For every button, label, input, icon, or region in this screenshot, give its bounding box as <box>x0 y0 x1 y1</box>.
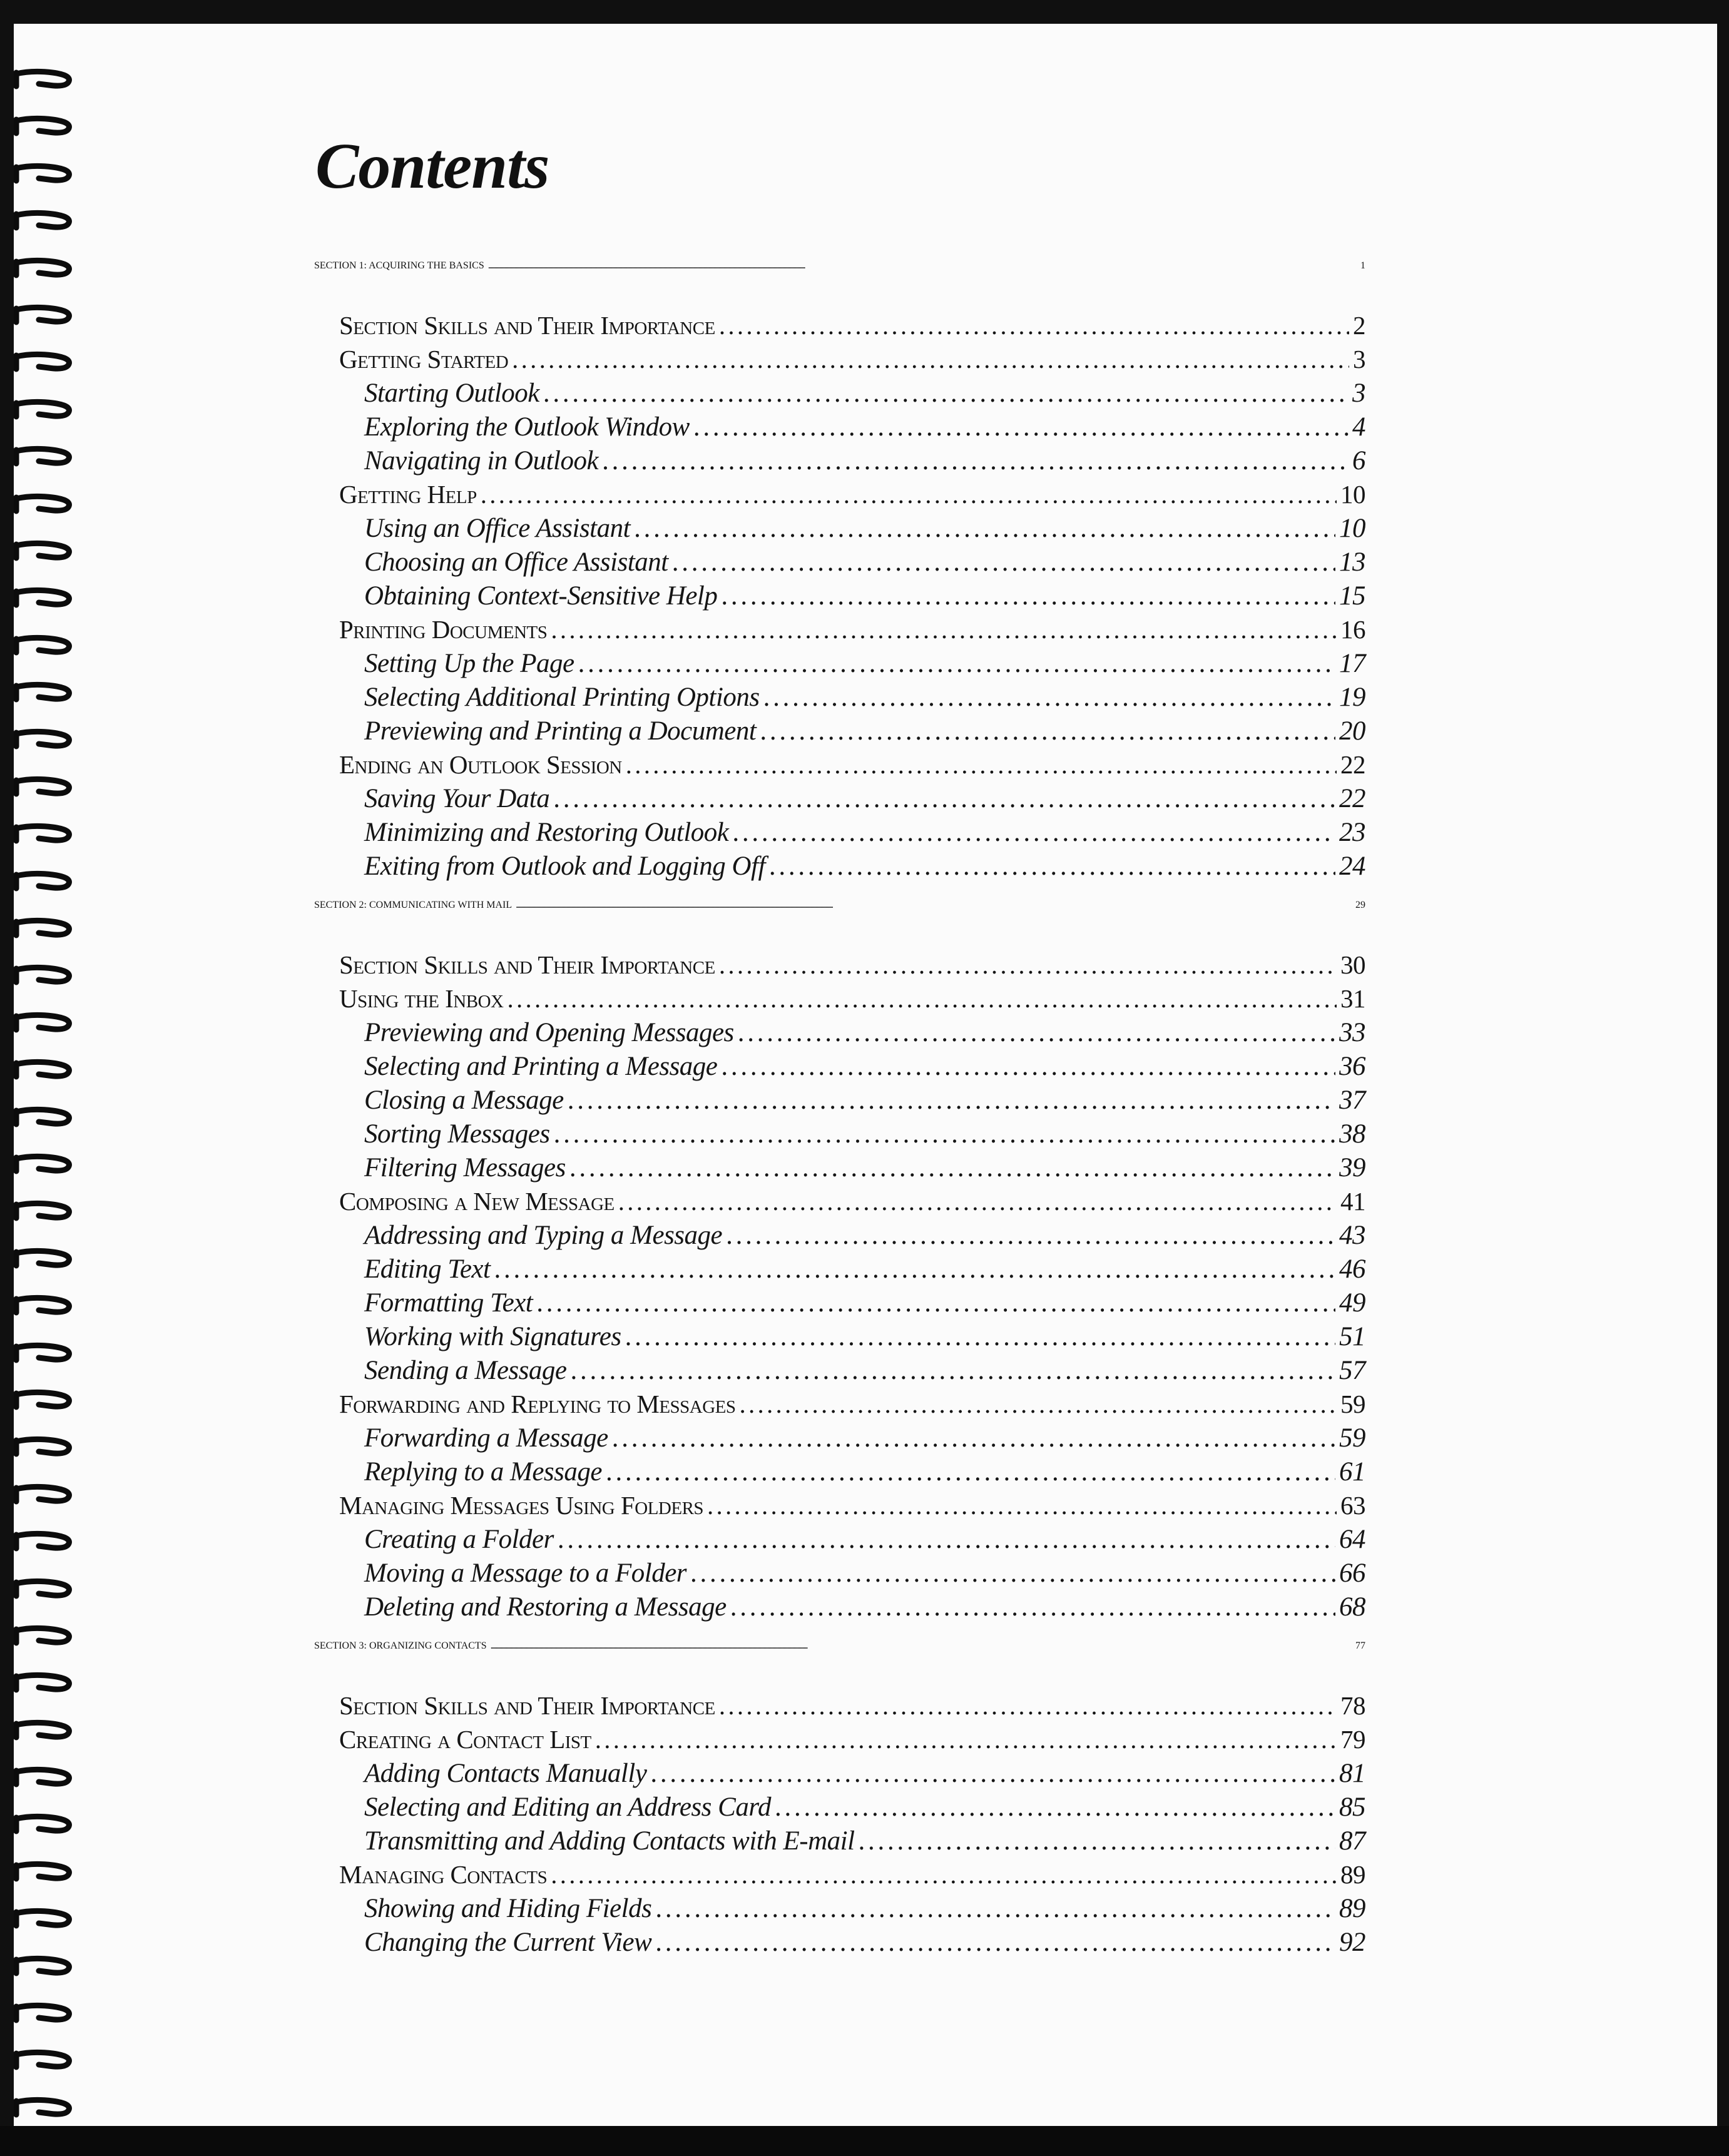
toc-entry-title: Using the Inbox <box>339 984 504 1013</box>
toc-page-number: 37 <box>1339 1086 1365 1115</box>
toc-entry-title: Selecting and Printing a Message <box>364 1052 718 1081</box>
toc-section-entry <box>314 900 1365 911</box>
toc-page-number: 59 <box>1340 1390 1365 1418</box>
dot-leader <box>775 1792 1335 1823</box>
toc-page-number: 6 <box>1352 446 1365 475</box>
toc-entry-title: Managing Messages Using Folders <box>339 1491 704 1520</box>
toc-entry-title: Choosing an Office Assistant <box>364 547 668 577</box>
dot-leader <box>690 1558 1335 1589</box>
toc-page-number: 1 <box>1360 260 1365 271</box>
toc-page-number: 61 <box>1339 1457 1365 1487</box>
dot-leader <box>693 412 1349 442</box>
toc-entry-title: Using an Office Assistant <box>364 514 631 543</box>
dot-leader <box>859 1826 1335 1856</box>
toc-entry-title: Creating a Contact List <box>339 1725 591 1754</box>
toc-entry-title: Saving Your Data <box>364 784 550 813</box>
dot-leader <box>625 1321 1335 1352</box>
toc-entry-title: SECTION 3: ORGANIZING CONTACTS <box>314 1640 487 1651</box>
toc-page-number: 22 <box>1340 750 1365 779</box>
toc-subheading-entry <box>364 1152 1365 1183</box>
toc-subheading-entry <box>364 1017 1365 1048</box>
toc-page-number: 89 <box>1339 1894 1365 1923</box>
table-of-contents <box>14 24 1717 2126</box>
toc-subheading-entry <box>364 1524 1365 1555</box>
toc-page-number: 23 <box>1339 818 1365 847</box>
toc-page-number: 79 <box>1340 1725 1365 1754</box>
toc-heading-entry <box>339 1389 1365 1419</box>
toc-page-number: 17 <box>1339 649 1365 678</box>
toc-page-number: 2 <box>1353 311 1365 340</box>
toc-page-number: 38 <box>1339 1119 1365 1149</box>
toc-heading-entry <box>339 1859 1365 1889</box>
toc-entry-title: Editing Text <box>364 1254 491 1284</box>
toc-heading-entry <box>339 614 1365 644</box>
dot-leader <box>626 750 1337 780</box>
toc-page-number: 10 <box>1339 514 1365 543</box>
toc-entry-title: Section Skills and Their Importance <box>339 311 715 340</box>
toc-subheading-entry <box>364 581 1365 611</box>
toc-subheading-entry <box>364 1321 1365 1352</box>
toc-page-number: 87 <box>1339 1826 1365 1856</box>
toc-entry-title: Adding Contacts Manually <box>364 1759 647 1788</box>
dot-leader <box>553 783 1335 814</box>
toc-subheading-entry <box>364 1220 1365 1251</box>
toc-page-number: 24 <box>1339 852 1365 881</box>
dot-leader <box>558 1524 1335 1555</box>
dot-leader <box>512 344 1349 374</box>
toc-subheading-entry <box>364 1355 1365 1386</box>
toc-entry-title: Deleting and Restoring a Message <box>364 1592 727 1622</box>
toc-entry-title: Previewing and Opening Messages <box>364 1018 734 1047</box>
toc-entry-title: Changing the Current View <box>364 1928 652 1957</box>
toc-entry-title: Sending a Message <box>364 1356 567 1385</box>
toc-entry-title: Forwarding a Message <box>364 1423 608 1453</box>
document-page <box>14 24 1717 2126</box>
toc-subheading-entry <box>364 817 1365 848</box>
toc-entry-title: Closing a Message <box>364 1086 564 1115</box>
toc-page-number: 15 <box>1339 581 1365 611</box>
toc-subheading-entry <box>364 547 1365 577</box>
toc-entry-title: Getting Help <box>339 480 477 509</box>
toc-entry-title: Forwarding and Replying to Messages <box>339 1390 736 1418</box>
dot-leader <box>602 445 1349 476</box>
dot-leader <box>707 1490 1337 1520</box>
dot-leader <box>650 1758 1335 1789</box>
dot-leader <box>494 1254 1335 1284</box>
toc-entry-title: Selecting Additional Printing Options <box>364 683 760 712</box>
dot-leader <box>738 1017 1335 1048</box>
toc-subheading-entry <box>364 1254 1365 1284</box>
dot-leader <box>568 1085 1335 1116</box>
dot-leader <box>721 1051 1335 1082</box>
dot-leader <box>488 260 1357 272</box>
toc-entry-title: Selecting and Editing an Address Card <box>364 1792 771 1822</box>
toc-page-number: 39 <box>1339 1153 1365 1182</box>
toc-page-number: 63 <box>1340 1491 1365 1520</box>
toc-page-number: 59 <box>1339 1423 1365 1453</box>
toc-page-number: 30 <box>1340 950 1365 979</box>
toc-entry-title: Minimizing and Restoring Outlook <box>364 818 729 847</box>
dot-leader <box>760 716 1335 746</box>
toc-page-number: 16 <box>1340 615 1365 644</box>
dot-leader <box>719 950 1337 980</box>
toc-page-number: 33 <box>1339 1018 1365 1047</box>
toc-page-number: 31 <box>1340 984 1365 1013</box>
toc-entry-title: Getting Started <box>339 345 509 374</box>
toc-page-number: 43 <box>1339 1221 1365 1250</box>
toc-subheading-entry <box>364 1119 1365 1149</box>
toc-page-number: 89 <box>1340 1860 1365 1889</box>
toc-page-number: 78 <box>1340 1691 1365 1720</box>
toc-page-number: 68 <box>1339 1592 1365 1622</box>
toc-entry-title: Composing a New Message <box>339 1187 615 1216</box>
toc-entry-title: Printing Documents <box>339 615 548 644</box>
toc-heading-entry <box>339 1724 1365 1754</box>
toc-heading-entry <box>339 479 1365 509</box>
dot-leader <box>481 479 1337 509</box>
toc-heading-entry <box>339 1691 1365 1721</box>
dot-leader <box>634 513 1335 544</box>
page-title: Contents <box>315 130 549 202</box>
dot-leader <box>763 682 1335 713</box>
dot-leader <box>543 378 1349 409</box>
dot-leader <box>569 1152 1335 1183</box>
toc-entry-title: SECTION 1: ACQUIRING THE BASICS <box>314 260 484 271</box>
dot-leader <box>551 614 1337 644</box>
dot-leader <box>732 817 1335 848</box>
toc-subheading-entry <box>364 783 1365 814</box>
dot-leader <box>536 1288 1335 1318</box>
dot-leader <box>672 547 1335 577</box>
toc-heading-entry <box>339 1490 1365 1520</box>
toc-entry-title: Section Skills and Their Importance <box>339 950 715 979</box>
toc-subheading-entry <box>364 1085 1365 1116</box>
dot-leader <box>719 1691 1337 1721</box>
toc-subheading-entry <box>364 1051 1365 1082</box>
toc-entry-title: Filtering Messages <box>364 1153 566 1182</box>
toc-page-number: 66 <box>1339 1559 1365 1588</box>
toc-subheading-entry <box>364 648 1365 679</box>
dot-leader <box>571 1355 1336 1386</box>
toc-heading-entry <box>339 344 1365 374</box>
dot-leader <box>618 1186 1337 1216</box>
dot-leader <box>554 1119 1335 1149</box>
toc-subheading-entry <box>364 378 1365 409</box>
dot-leader <box>516 900 1352 911</box>
toc-entry-title: Section Skills and Their Importance <box>339 1691 715 1720</box>
dot-leader <box>655 1927 1335 1958</box>
dot-leader <box>769 851 1335 882</box>
toc-page-number: 36 <box>1339 1052 1365 1081</box>
toc-subheading-entry <box>364 682 1365 713</box>
toc-section-entry <box>314 1640 1365 1652</box>
dot-leader <box>740 1389 1337 1419</box>
toc-entry-title: Navigating in Outlook <box>364 446 599 475</box>
toc-page-number: 57 <box>1339 1356 1365 1385</box>
toc-page-number: 41 <box>1340 1187 1365 1216</box>
dot-leader <box>507 984 1337 1014</box>
toc-heading-entry <box>339 750 1365 780</box>
dot-leader <box>551 1859 1337 1889</box>
toc-entry-title: Starting Outlook <box>364 379 539 408</box>
toc-entry-title: Showing and Hiding Fields <box>364 1894 652 1923</box>
dot-leader <box>491 1640 1352 1652</box>
toc-entry-title: Sorting Messages <box>364 1119 550 1149</box>
toc-subheading-entry <box>364 1758 1365 1789</box>
toc-page-number: 3 <box>1352 379 1365 408</box>
toc-heading-entry <box>339 1186 1365 1216</box>
toc-page-number: 46 <box>1339 1254 1365 1284</box>
toc-heading-entry <box>339 310 1365 340</box>
toc-entry-title: Ending an Outlook Session <box>339 750 622 779</box>
toc-subheading-entry <box>364 716 1365 746</box>
toc-page-number: 22 <box>1339 784 1365 813</box>
toc-entry-title: Obtaining Context-Sensitive Help <box>364 581 718 611</box>
toc-page-number: 77 <box>1355 1640 1365 1651</box>
toc-subheading-entry <box>364 851 1365 882</box>
toc-heading-entry <box>339 984 1365 1014</box>
toc-page-number: 64 <box>1339 1525 1365 1554</box>
toc-entry-title: Exiting from Outlook and Logging Off <box>364 852 765 881</box>
dot-leader <box>606 1457 1335 1487</box>
toc-page-number: 85 <box>1339 1792 1365 1822</box>
toc-subheading-entry <box>364 1558 1365 1589</box>
dot-leader <box>721 581 1335 611</box>
toc-subheading-entry <box>364 412 1365 442</box>
toc-subheading-entry <box>364 1792 1365 1823</box>
dot-leader <box>595 1724 1337 1754</box>
toc-page-number: 92 <box>1339 1928 1365 1957</box>
toc-page-number: 20 <box>1339 716 1365 746</box>
toc-entry-title: Previewing and Printing a Document <box>364 716 757 746</box>
toc-entry-title: Creating a Folder <box>364 1525 554 1554</box>
dot-leader <box>719 310 1349 340</box>
toc-subheading-entry <box>364 1927 1365 1958</box>
scan-border <box>0 2126 1729 2156</box>
toc-entry-title: Working with Signatures <box>364 1322 621 1351</box>
toc-subheading-entry <box>364 1893 1365 1924</box>
toc-entry-title: Addressing and Typing a Message <box>364 1221 723 1250</box>
toc-page-number: 81 <box>1339 1759 1365 1788</box>
toc-entry-title: Transmitting and Adding Contacts with E-mail <box>364 1826 855 1856</box>
toc-subheading-entry <box>364 513 1365 544</box>
toc-entry-title: Setting Up the Page <box>364 649 574 678</box>
toc-subheading-entry <box>364 445 1365 476</box>
toc-entry-title: Replying to a Message <box>364 1457 602 1487</box>
toc-subheading-entry <box>364 1457 1365 1487</box>
toc-subheading-entry <box>364 1592 1365 1622</box>
toc-section-entry <box>314 260 1365 272</box>
toc-entry-title: Formatting Text <box>364 1288 533 1318</box>
toc-page-number: 10 <box>1340 480 1365 509</box>
toc-page-number: 49 <box>1339 1288 1365 1318</box>
toc-heading-entry <box>339 950 1365 980</box>
dot-leader <box>578 648 1335 679</box>
toc-subheading-entry <box>364 1423 1365 1453</box>
toc-page-number: 4 <box>1352 412 1365 442</box>
dot-leader <box>730 1592 1335 1622</box>
toc-page-number: 29 <box>1355 900 1365 910</box>
toc-entry-title: Moving a Message to a Folder <box>364 1559 687 1588</box>
dot-leader <box>655 1893 1335 1924</box>
toc-page-number: 19 <box>1339 683 1365 712</box>
toc-page-number: 51 <box>1339 1322 1365 1351</box>
toc-entry-title: Exploring the Outlook Window <box>364 412 690 442</box>
toc-page-number: 13 <box>1339 547 1365 577</box>
dot-leader <box>726 1220 1335 1251</box>
toc-entry-title: Managing Contacts <box>339 1860 548 1889</box>
dot-leader <box>612 1423 1335 1453</box>
toc-page-number: 3 <box>1353 345 1365 374</box>
toc-subheading-entry <box>364 1288 1365 1318</box>
toc-subheading-entry <box>364 1826 1365 1856</box>
toc-entry-title: SECTION 2: COMMUNICATING WITH MAIL <box>314 900 513 910</box>
